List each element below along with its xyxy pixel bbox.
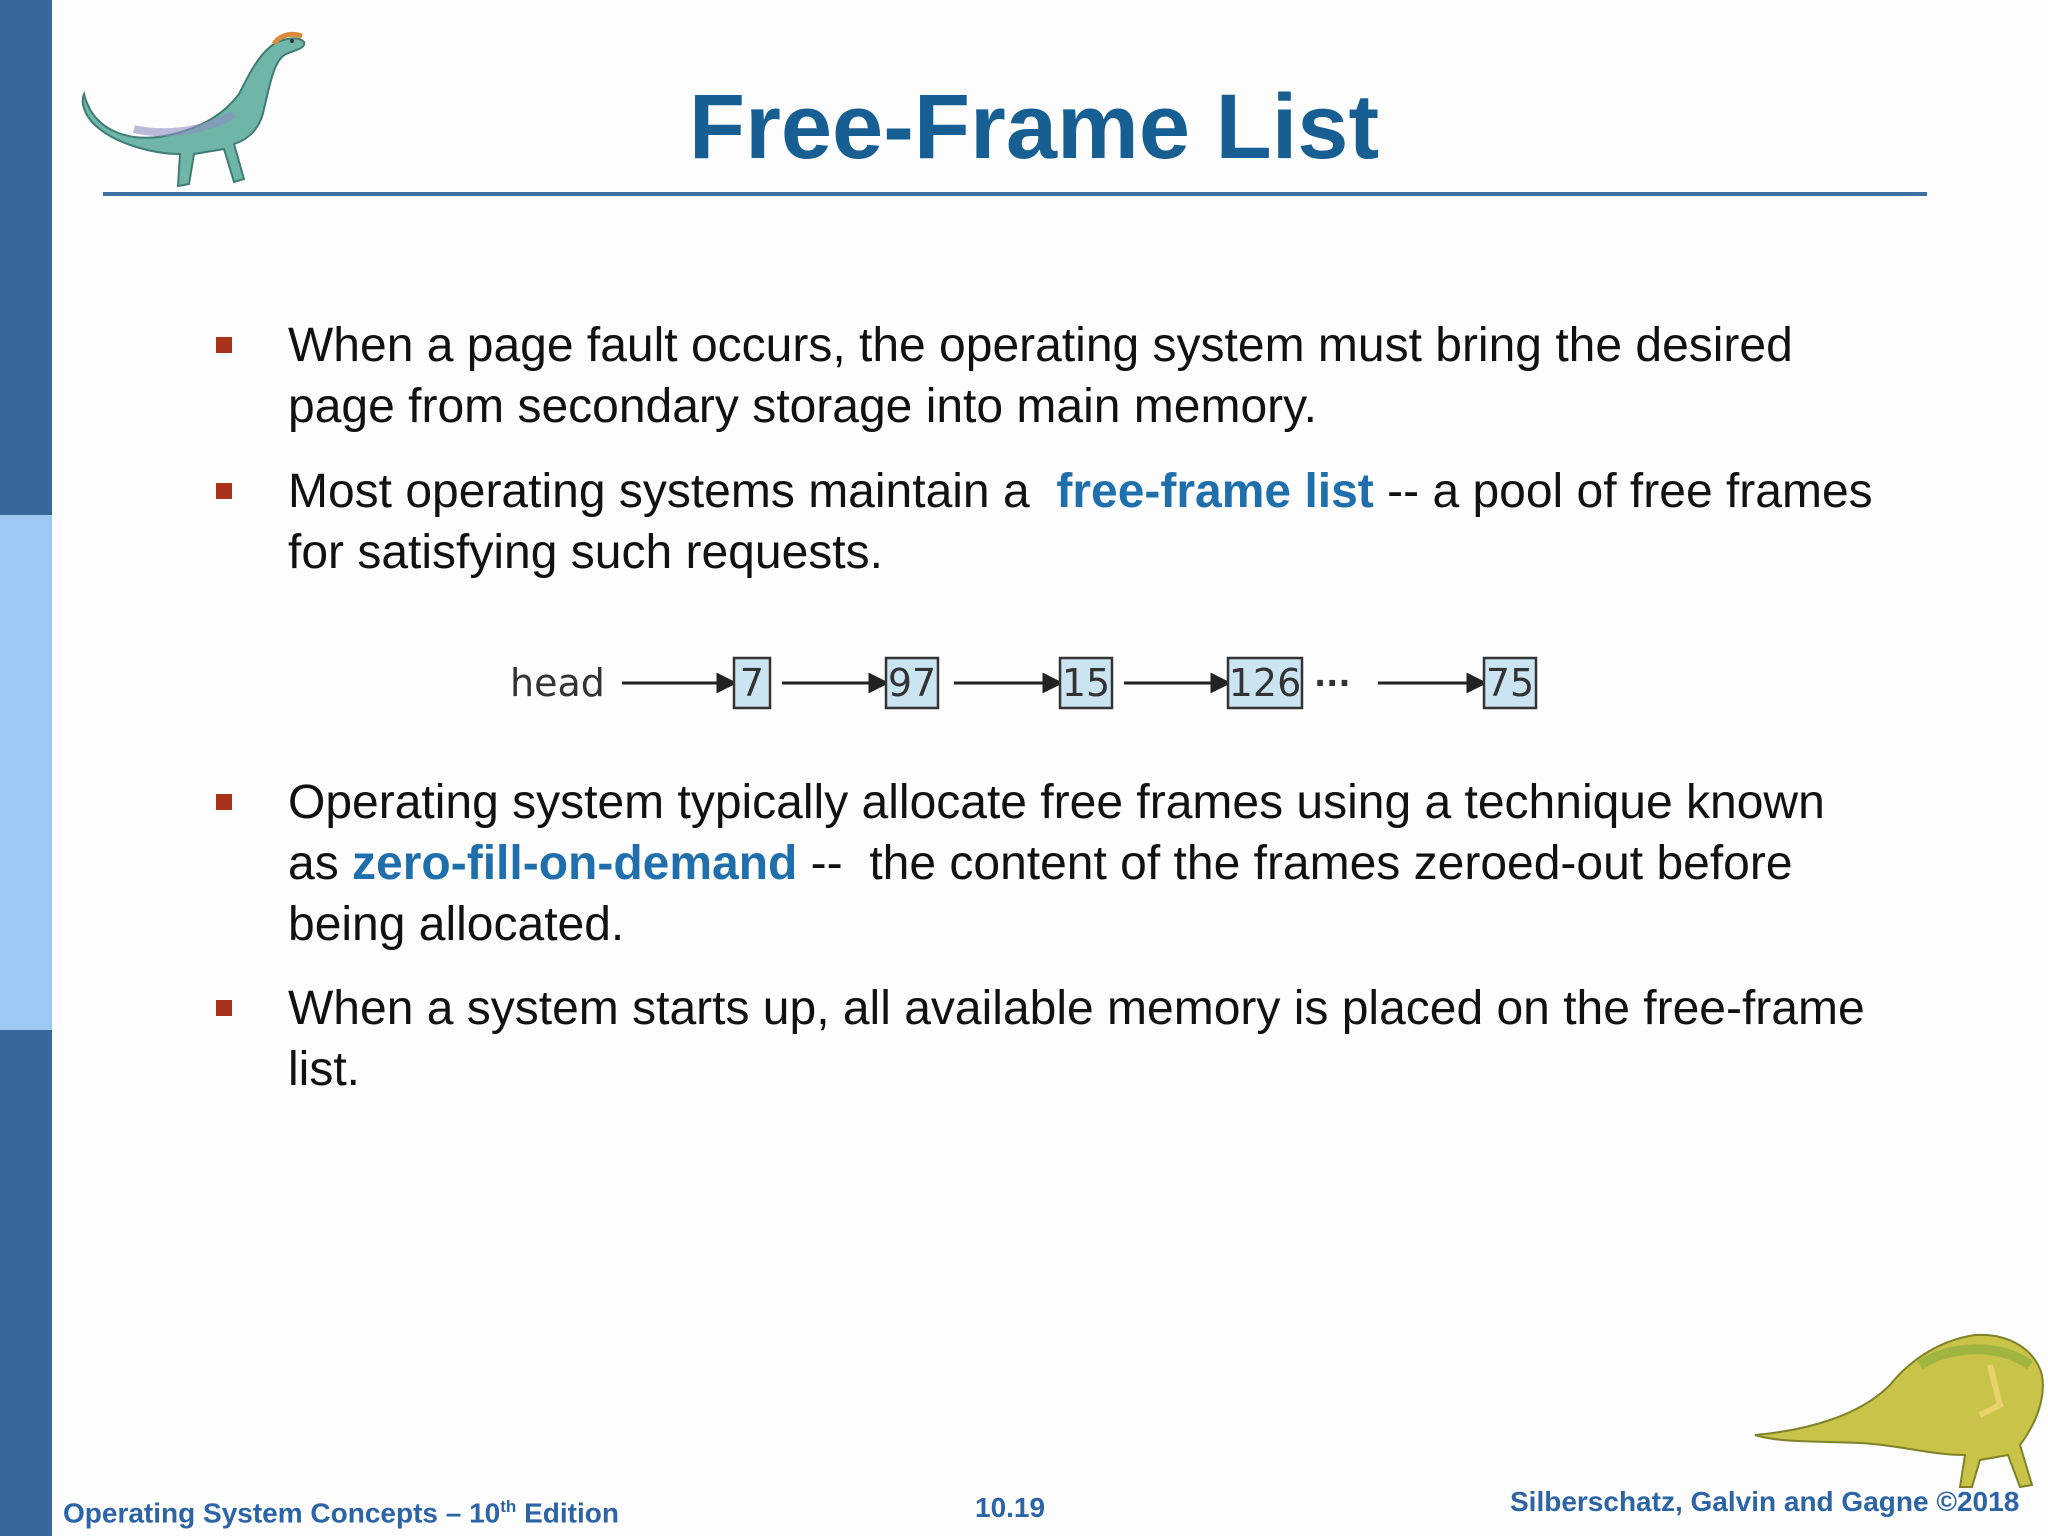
bullet-square-icon (216, 1000, 232, 1016)
frame-box (1228, 658, 1302, 708)
bullet-item (288, 772, 1888, 955)
slide-title: Free-Frame List (688, 76, 1380, 178)
svg-text:7: 7 (739, 661, 765, 705)
term-zero-fill-on-demand: zero-fill-on-demand (352, 837, 798, 890)
bullet-item (288, 461, 1888, 583)
svg-text:97: 97 (887, 661, 937, 705)
bullet-text: -- a pool of free frames for satisfying such requests. (288, 465, 1873, 579)
frame-box (1484, 658, 1536, 708)
frame-box (734, 658, 770, 708)
title-divider (103, 192, 1927, 196)
bullet-text: Most operating systems maintain a (288, 465, 1057, 518)
bullet-text: When a system starts up, all available memory is placed on the free-frame list. (288, 982, 1865, 1096)
svg-text:15: 15 (1061, 661, 1111, 705)
dinosaur-icon (1750, 1305, 2048, 1495)
bullet-item (288, 315, 1888, 437)
bullet-square-icon (216, 794, 232, 810)
bullet-square-icon (216, 337, 232, 353)
footer-copyright: Silberschatz, Galvin and Gagne ©2018 (1510, 1486, 2020, 1517)
frame-box (1060, 658, 1112, 708)
bullet-item (288, 978, 1888, 1100)
sidebar-band-middle (0, 515, 52, 1030)
bullet-text: -- the content of the frames zeroed-out before being allocated. (288, 837, 1806, 951)
free-frame-list-diagram (510, 648, 1550, 718)
sidebar-band-bottom (0, 1030, 52, 1536)
bullet-square-icon (216, 483, 232, 499)
svg-text:75: 75 (1485, 661, 1535, 705)
diagram-ellipsis: ··· (1314, 664, 1351, 702)
frame-box (886, 658, 938, 708)
diagram-head-label: head (510, 661, 605, 705)
footer-book-title: Operating System Concepts – 10th Edition (63, 1497, 619, 1529)
footer-page-number: 10.19 (975, 1492, 1046, 1523)
term-free-frame-list: free-frame list (1056, 465, 1374, 518)
bullet-text: When a page fault occurs, the operating system must bring the desired page from secondary storage into main memory. (288, 319, 1793, 433)
svg-text:126: 126 (1228, 661, 1302, 705)
bullet-text: Operating system typically allocate free frames using a technique known as (288, 776, 1825, 890)
